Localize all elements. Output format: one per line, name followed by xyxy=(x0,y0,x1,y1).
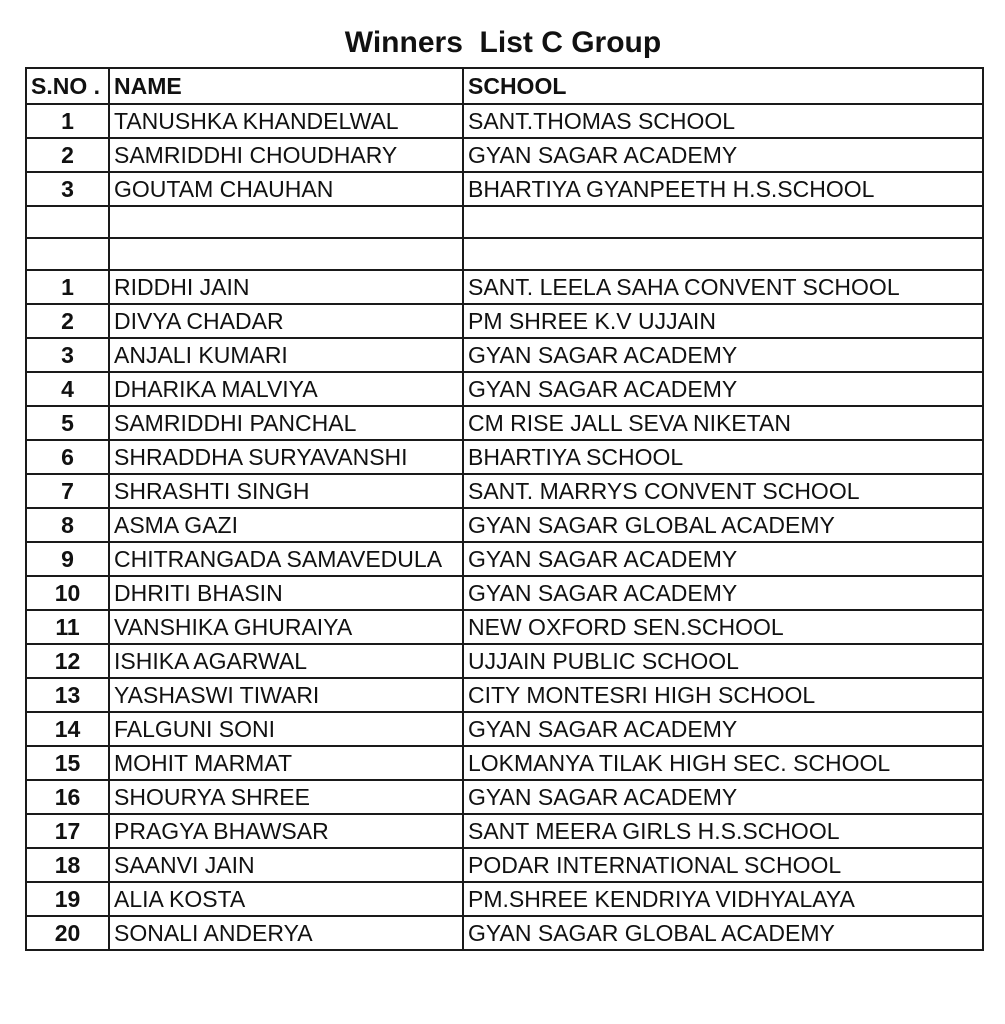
school-cell: GYAN SAGAR GLOBAL ACADEMY xyxy=(463,916,983,950)
name-cell: FALGUNI SONI xyxy=(109,712,463,746)
name-cell: SHRASHTI SINGH xyxy=(109,474,463,508)
school-cell xyxy=(463,238,983,270)
sno-cell: 3 xyxy=(26,172,109,206)
name-cell: GOUTAM CHAUHAN xyxy=(109,172,463,206)
sno-cell: 1 xyxy=(26,270,109,304)
table-row xyxy=(26,576,983,610)
school-cell: PM.SHREE KENDRIYA VIDHYALAYA xyxy=(463,882,983,916)
sno-cell: 12 xyxy=(26,644,109,678)
table-row xyxy=(26,474,983,508)
sno-cell: 5 xyxy=(26,406,109,440)
school-cell: GYAN SAGAR ACADEMY xyxy=(463,576,983,610)
school-cell: SANT. LEELA SAHA CONVENT SCHOOL xyxy=(463,270,983,304)
name-cell: ISHIKA AGARWAL xyxy=(109,644,463,678)
school-cell: GYAN SAGAR ACADEMY xyxy=(463,338,983,372)
sno-cell: 13 xyxy=(26,678,109,712)
school-cell: GYAN SAGAR ACADEMY xyxy=(463,712,983,746)
name-cell: SAMRIDDHI CHOUDHARY xyxy=(109,138,463,172)
sno-cell: 19 xyxy=(26,882,109,916)
school-cell: GYAN SAGAR ACADEMY xyxy=(463,542,983,576)
name-cell xyxy=(109,238,463,270)
table-row xyxy=(26,304,983,338)
sno-cell: 20 xyxy=(26,916,109,950)
sno-cell: 4 xyxy=(26,372,109,406)
table-row xyxy=(26,406,983,440)
name-cell: SHOURYA SHREE xyxy=(109,780,463,814)
sno-cell: 15 xyxy=(26,746,109,780)
name-cell: DIVYA CHADAR xyxy=(109,304,463,338)
sno-cell: 16 xyxy=(26,780,109,814)
table-row xyxy=(26,338,983,372)
school-cell: GYAN SAGAR ACADEMY xyxy=(463,138,983,172)
school-cell: SANT MEERA GIRLS H.S.SCHOOL xyxy=(463,814,983,848)
sno-cell: 14 xyxy=(26,712,109,746)
table-row xyxy=(26,848,983,882)
name-cell: SAMRIDDHI PANCHAL xyxy=(109,406,463,440)
name-cell: SONALI ANDERYA xyxy=(109,916,463,950)
name-cell: YASHASWI TIWARI xyxy=(109,678,463,712)
table-row xyxy=(26,746,983,780)
column-header-name: NAME xyxy=(109,68,463,104)
table-row xyxy=(26,644,983,678)
column-header-school: SCHOOL xyxy=(463,68,983,104)
table-header-row xyxy=(26,68,983,104)
sno-cell: 2 xyxy=(26,138,109,172)
name-cell: SAANVI JAIN xyxy=(109,848,463,882)
table-row xyxy=(26,542,983,576)
table-row xyxy=(26,814,983,848)
school-cell: GYAN SAGAR GLOBAL ACADEMY xyxy=(463,508,983,542)
sno-cell: 17 xyxy=(26,814,109,848)
page-title: Winners List C Group xyxy=(344,26,662,59)
table-row xyxy=(26,882,983,916)
name-cell xyxy=(109,206,463,238)
sno-cell: 7 xyxy=(26,474,109,508)
table-row xyxy=(26,172,983,206)
name-cell: PRAGYA BHAWSAR xyxy=(109,814,463,848)
table-row xyxy=(26,610,983,644)
sno-cell: 3 xyxy=(26,338,109,372)
name-cell: ALIA KOSTA xyxy=(109,882,463,916)
table-row xyxy=(26,440,983,474)
school-cell: SANT.THOMAS SCHOOL xyxy=(463,104,983,138)
name-cell: DHARIKA MALVIYA xyxy=(109,372,463,406)
name-cell: VANSHIKA GHURAIYA xyxy=(109,610,463,644)
sno-cell: 18 xyxy=(26,848,109,882)
school-cell: GYAN SAGAR ACADEMY xyxy=(463,372,983,406)
table-row xyxy=(26,138,983,172)
school-cell: CM RISE JALL SEVA NIKETAN xyxy=(463,406,983,440)
school-cell: PM SHREE K.V UJJAIN xyxy=(463,304,983,338)
school-cell xyxy=(463,206,983,238)
table-row xyxy=(26,270,983,304)
name-cell: ANJALI KUMARI xyxy=(109,338,463,372)
table-row xyxy=(26,916,983,950)
table-row xyxy=(26,508,983,542)
sno-cell: 8 xyxy=(26,508,109,542)
name-cell: DHRITI BHASIN xyxy=(109,576,463,610)
table-row xyxy=(26,238,983,270)
column-header-sno: S.NO . xyxy=(26,68,109,104)
school-cell: PODAR INTERNATIONAL SCHOOL xyxy=(463,848,983,882)
school-cell: SANT. MARRYS CONVENT SCHOOL xyxy=(463,474,983,508)
table-body xyxy=(26,68,983,950)
school-cell: CITY MONTESRI HIGH SCHOOL xyxy=(463,678,983,712)
school-cell: BHARTIYA SCHOOL xyxy=(463,440,983,474)
table-row xyxy=(26,372,983,406)
table-row xyxy=(26,780,983,814)
name-cell: TANUSHKA KHANDELWAL xyxy=(109,104,463,138)
table-row xyxy=(26,678,983,712)
school-cell: UJJAIN PUBLIC SCHOOL xyxy=(463,644,983,678)
name-cell: ASMA GAZI xyxy=(109,508,463,542)
school-cell: NEW OXFORD SEN.SCHOOL xyxy=(463,610,983,644)
name-cell: RIDDHI JAIN xyxy=(109,270,463,304)
sno-cell: 11 xyxy=(26,610,109,644)
sno-cell: 1 xyxy=(26,104,109,138)
table-row xyxy=(26,712,983,746)
name-cell: SHRADDHA SURYAVANSHI xyxy=(109,440,463,474)
school-cell: GYAN SAGAR ACADEMY xyxy=(463,780,983,814)
table-row xyxy=(26,104,983,138)
sno-cell: 10 xyxy=(26,576,109,610)
sno-cell: 9 xyxy=(26,542,109,576)
school-cell: LOKMANYA TILAK HIGH SEC. SCHOOL xyxy=(463,746,983,780)
sno-cell: 6 xyxy=(26,440,109,474)
winners-table xyxy=(25,67,984,951)
sno-cell xyxy=(26,238,109,270)
table-row xyxy=(26,206,983,238)
sno-cell xyxy=(26,206,109,238)
sno-cell: 2 xyxy=(26,304,109,338)
name-cell: MOHIT MARMAT xyxy=(109,746,463,780)
school-cell: BHARTIYA GYANPEETH H.S.SCHOOL xyxy=(463,172,983,206)
name-cell: CHITRANGADA SAMAVEDULA xyxy=(109,542,463,576)
